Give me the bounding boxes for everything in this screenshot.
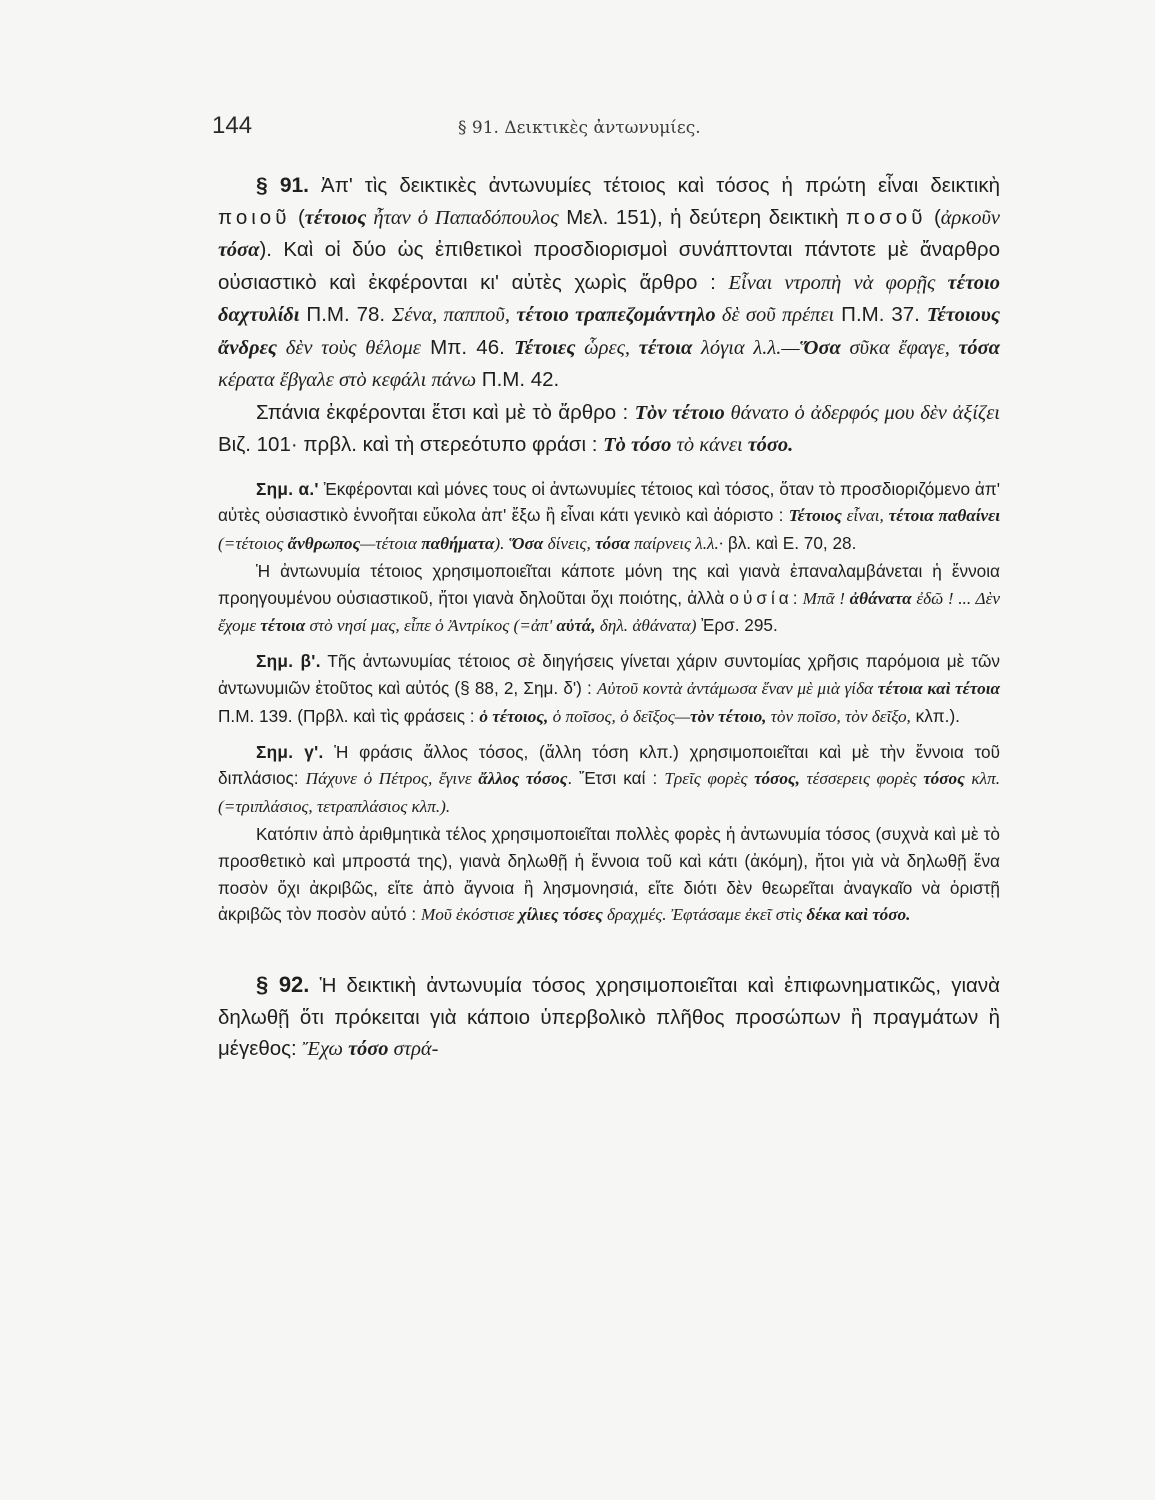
example: θάνατο ὁ ἀδερφός μου δὲν ἀξίζει <box>724 401 1000 424</box>
spacer <box>218 640 1000 648</box>
example: Πάχυνε ὁ Πέτρος, ἔγινε <box>305 769 472 789</box>
note-label: Σημ. β'. <box>256 651 321 672</box>
text: κλπ.). <box>910 705 960 726</box>
text: Τῆς ἀντωνυμίας τέτοιος σὲ διηγήσεις γίνεται χάριν συντομίας χρῆσις παρόμοια μὲ τῶν ἀντωνυμιῶν ἐτοῦτος καὶ αὐτός (§ 88, 2, Σημ. δ') : <box>218 651 1000 699</box>
example-bold: Τὸ τόσο <box>603 434 672 456</box>
example: δηλ. ἀθάνατα) <box>595 616 697 636</box>
text: ). Καὶ οἱ δύο ὡς ἐπιθετικοὶ προσδιορισμοὶ συνάπτονται πάντοτε μὲ ἄναρθρο οὐσιαστικὸ καὶ ἐκφέρονται κι' αὐτὲς χωρὶς ἄρθρο : <box>218 238 1000 294</box>
example: ἦταν ὁ Παπαδόπουλος <box>366 206 559 229</box>
running-head: § 91. Δεικτικὲς ἀντωνυμίες. <box>458 118 701 138</box>
article-usage-paragraph <box>218 397 1000 462</box>
example: —τέτοια <box>360 534 417 554</box>
example: στὸ νησί μας, εἶπε ὁ Ἀντρίκος (=ἀπ' <box>305 616 553 636</box>
text: Ἡ φράσις ἄλλος τόσος, (ἄλλη τόση κλπ.) χρησιμοποιεῖται καὶ μὲ τὴν ἔννοια τοῦ διπλάσιος: <box>218 741 1000 789</box>
example: Μπᾶ ! <box>802 588 846 608</box>
citation: Π.Μ. 139. (Πρβλ. καὶ τὶς φράσεις : <box>218 705 480 726</box>
section-91-mark: § 91. <box>256 174 310 197</box>
example-bold: Τὸν τέτοιο <box>634 401 725 424</box>
citation: Ἐρσ. 295. <box>696 615 778 636</box>
note-alpha-continued <box>218 558 1000 640</box>
example: κλπ. (=τριπλάσιος, τετραπλάσιος κλπ.). <box>218 769 1000 817</box>
example-bold: τόσο. <box>742 434 794 456</box>
example: δίνεις, <box>543 534 591 554</box>
example: Σένα, παπποῦ, <box>392 304 510 326</box>
example-bold: τέτοια παθαίνει <box>883 506 1000 526</box>
spacer <box>218 929 1000 969</box>
text: ( <box>926 205 941 229</box>
citation: Μπ. 46. <box>420 335 515 359</box>
example-bold: ἀθάνατα <box>845 588 912 608</box>
example: τέσσερεις φορὲς <box>799 769 917 789</box>
example-bold: τέτοιος <box>304 206 367 229</box>
section-92-paragraph <box>218 969 1000 1066</box>
example: Τρεῖς φορὲς <box>664 769 748 789</box>
spaced-term: οὐσία <box>729 587 793 608</box>
example-bold: ὁ τέτοιος, <box>479 706 549 726</box>
example-bold: χίλιες τόσες <box>514 905 603 925</box>
example-bold: τέτοια <box>255 616 306 636</box>
spaced-term: ποσοῦ <box>845 205 927 229</box>
note-alpha <box>218 476 1000 558</box>
example-bold: ἄνθρωπος <box>283 534 361 554</box>
example-bold: αὐτά, <box>552 616 596 636</box>
example: Ἔχω <box>302 1038 344 1061</box>
text: : <box>792 587 803 608</box>
citation: Π.Μ. 37. <box>834 303 927 326</box>
example: Μοῦ ἐκόστισε <box>420 905 515 925</box>
spacer <box>218 462 1000 476</box>
text: Ἡ δεικτικὴ ἀντωνυμία τόσος χρησιμοποιεῖται καὶ ἐπιφωνηματικῶς, γιανὰ δηλωθῇ ὅτι πρόκειται γιὰ κάποιο ὑπερβολικὸ πλῆθος προσώπων ἢ πραγμάτων ἢ μέγεθος: <box>218 974 1000 1061</box>
example-bold: τέτοιο τραπεζομάντηλο <box>509 304 716 326</box>
example-bold: τέτοια <box>630 336 693 359</box>
text: ( <box>290 205 305 229</box>
spaced-term: ποιοῦ <box>218 205 291 229</box>
text: Ἐκφέρονται καὶ μόνες τους οἱ ἀντωνυμίες τέτοιος καὶ τόσος, ὅταν τὸ προσδιοριζόμενο ἀπ' αὐτὲς οὐσιαστικὸ ἐννοῆται εὔκολα ἀπ' ἔξω ἢ εἶναι κάτι γενικὸ καὶ ἀόριστο : <box>218 478 1000 526</box>
example: δραχμές. Ἐφτάσαμε ἐκεῖ στὶς <box>602 905 803 925</box>
note-label: Σημ. γ'. <box>256 741 324 762</box>
note-label: Σημ. α.' <box>256 478 319 499</box>
example: εἶναι, <box>841 506 884 526</box>
example-bold: τέτοιο δαχτυλίδι <box>218 271 1001 326</box>
note-gamma <box>218 739 1000 821</box>
citation: Π.Μ. 42. <box>476 368 560 391</box>
example-bold: παθήματα <box>416 534 495 554</box>
example: Εἶναι ντροπὴ νὰ φορῇς <box>728 271 936 294</box>
example: (=τέτοιος <box>218 534 284 554</box>
example: ὁ ποῖσος, ὁ δεῖξος— <box>548 706 690 726</box>
example: ἐδῶ ! ... Δὲν ἔχομε <box>218 588 1000 636</box>
example-bold: δέκα καὶ τόσο. <box>802 905 911 925</box>
citation: Βιζ. 101· <box>218 433 304 456</box>
example: δὲν τοὺς θέλομε <box>277 336 421 359</box>
text: Κατόπιν ἀπὸ ἀριθμητικὰ τέλος χρησιμοποιεῖται πολλὲς φορὲς ἡ ἀντωνυμία τόσος (συχνὰ καὶ μὲ τὸ προσθετικὸ καὶ μπροστά της), γιανὰ δηλωθῇ ἡ ἔννοια τοῦ καὶ κάτι (ἀκόμη), ἤτοι γιὰ νὰ δηλωθῇ ἕνα ποσὸν ὄχι ἀκριβῶς, εἴτε ἀπὸ ἄγνοια ἢ λησμονησιά, εἴτε διότι δὲν θεωρεῖται ἀναγκαῖο νὰ ὁριστῇ ἀκριβῶς τὸν ποσὸν αὐτό : <box>218 824 1000 925</box>
example: παίρνεις λ.λ.· <box>629 534 724 554</box>
example: στρά- <box>388 1038 439 1061</box>
text: Μελ. 151), ἡ δεύτερη δεικτικὴ <box>558 205 846 229</box>
example-bold: Ὅσα <box>799 336 841 359</box>
example-bold: τέτοια καὶ τέτοια <box>873 679 1000 699</box>
example-bold: Τέτοιος <box>788 506 842 526</box>
example-bold: τόσα <box>218 239 260 261</box>
page-number: 144 <box>212 112 253 139</box>
example: λόγια λ.λ.— <box>692 336 800 359</box>
section-91-paragraph <box>218 170 1000 397</box>
citation: βλ. καὶ Ε. 70, 28. <box>723 533 857 554</box>
text: Σπάνια ἐκφέρονται ἔτσι καὶ μὲ τὸ ἄρθρο : <box>256 400 635 424</box>
example-bold: τόσος <box>916 769 965 789</box>
text: Ἀπ' τὶς δεικτικὲς ἀντωνυμίες τέτοιος καὶ τόσος ἡ πρώτη εἶναι δεικτικὴ <box>309 174 1000 197</box>
example: κέρατα ἔβγαλε στὸ κεφάλι πάνω <box>218 369 477 391</box>
example-bold: Τέτοιους ἄνδρες <box>218 304 1000 359</box>
example: ἀρκοῦν <box>940 206 1000 229</box>
text: Ἡ ἀντωνυμία τέτοιος χρησιμοποιεῖται κάποτε μόνη της καὶ γιανὰ ἐπαναλαμβάνεται ἡ ἔννοια προηγουμένου οὐσιαστικοῦ, ἤτοι γιανὰ δηλοῦται ὄχι ποιότης, ἀλλὰ <box>218 560 1000 608</box>
example: τὸ κάνει <box>671 434 743 456</box>
example-bold: τὸν τέτοιο, <box>690 706 767 726</box>
spacer <box>218 731 1000 739</box>
example: Αὐτοῦ κοντὰ ἀντάμωσα ἕναν μὲ μιὰ γίδα <box>596 679 874 699</box>
section-92-mark: § 92. <box>256 972 310 998</box>
example: τὸν ποῖσο, τὸν δεῖξο, <box>766 706 911 726</box>
example-bold: τόσος, <box>747 769 800 789</box>
example: δὲ σοῦ πρέπει <box>715 304 835 326</box>
example-bold: τόσο <box>343 1038 389 1061</box>
citation: Π.Μ. 78. <box>299 303 393 326</box>
page-body <box>218 170 1000 1066</box>
text: πρβλ. καὶ τὴ στερεότυπο φράσι : <box>303 433 604 456</box>
note-beta <box>218 648 1000 730</box>
page-header <box>212 112 992 152</box>
example-bold: τόσα <box>590 534 630 554</box>
example-bold: τόσα <box>949 336 1000 359</box>
example-bold: Ὅσα <box>508 534 544 554</box>
note-gamma-continued <box>218 821 1000 929</box>
text: . Ἔτσι καί : <box>567 768 665 789</box>
example-bold: ἄλλος τόσος <box>471 769 568 789</box>
example: σῦκα ἔφαγε, <box>840 336 950 359</box>
example-bold: Τέτοιες <box>514 336 576 359</box>
example: ). <box>494 534 509 554</box>
example: ὧρες, <box>575 336 631 359</box>
